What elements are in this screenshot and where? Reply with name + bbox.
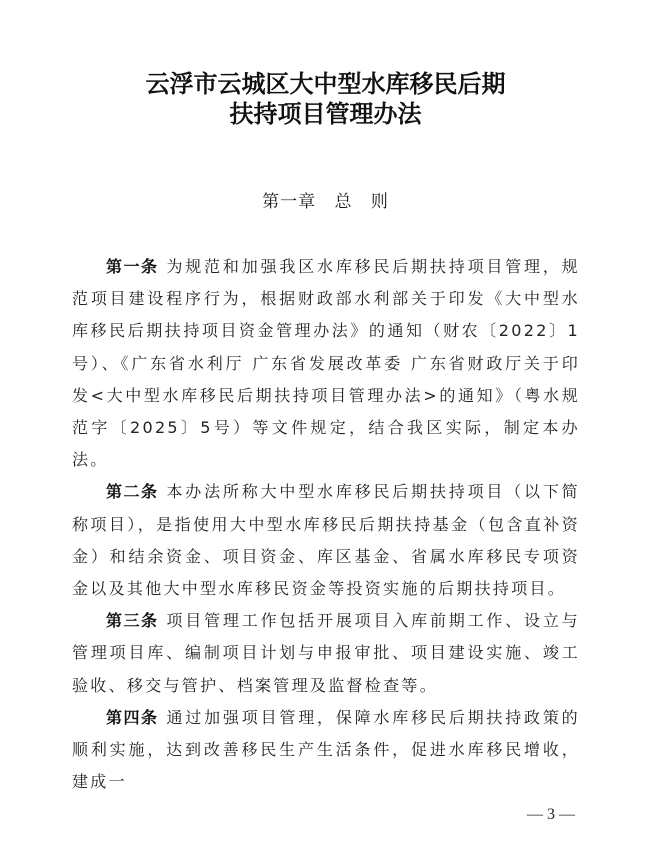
chapter-title-word-2: 则 <box>370 192 389 212</box>
article-text: 本办法所称大中型水库移民后期扶持项目（以下简称项目），是指使用大中型水库移民后期扶持基金（包含直补资金）和结余资金、项目资金、库区基金、省属水库移民专项资金以及其他大中型水库移民资金等投资实施的后期扶持项目。 <box>72 482 580 599</box>
article-text: 为规范和加强我区水库移民后期扶持项目管理，规范项目建设程序行为，根据财政部水利部关于印发《大中型水库移民后期扶持项目资金管理办法》的通知（财农〔2022〕1号）、《广东省水利厅 广东省发展改革委 广东省财政厅关于印发<大中型水库移民后期扶持项目管理办法>的通知》（粤水规范字〔2025〕5号）等文件规定，结合我区实际，制定本办法。 <box>72 257 580 470</box>
chapter-heading <box>0 187 651 212</box>
article-label: 第一条 <box>106 257 159 276</box>
page-number: — 3 — <box>527 806 575 823</box>
article-1 <box>72 251 580 476</box>
chapter-title-word-1: 总 <box>334 192 353 212</box>
document-body <box>72 251 580 798</box>
article-4 <box>72 702 580 799</box>
article-3 <box>72 605 580 702</box>
article-text: 通过加强项目管理，保障水库移民后期扶持政策的顺利实施，达到改善移民生产生活条件，促进水库移民增收，建成一 <box>72 707 580 792</box>
article-label: 第四条 <box>106 707 159 727</box>
article-text: 项目管理工作包括开展项目入库前期工作、设立与管理项目库、编制项目计划与申报审批、项目建设实施、竣工验收、移交与管护、档案管理及监督检查等。 <box>72 611 580 695</box>
document-title-line-2: 扶持项目管理办法 <box>229 99 422 128</box>
article-label: 第二条 <box>106 482 159 502</box>
chapter-number: 第一章 <box>262 192 317 212</box>
article-label: 第三条 <box>106 611 159 631</box>
document-title-line-1: 云浮市云城区大中型水库移民后期 <box>145 69 506 98</box>
article-2 <box>72 476 580 605</box>
